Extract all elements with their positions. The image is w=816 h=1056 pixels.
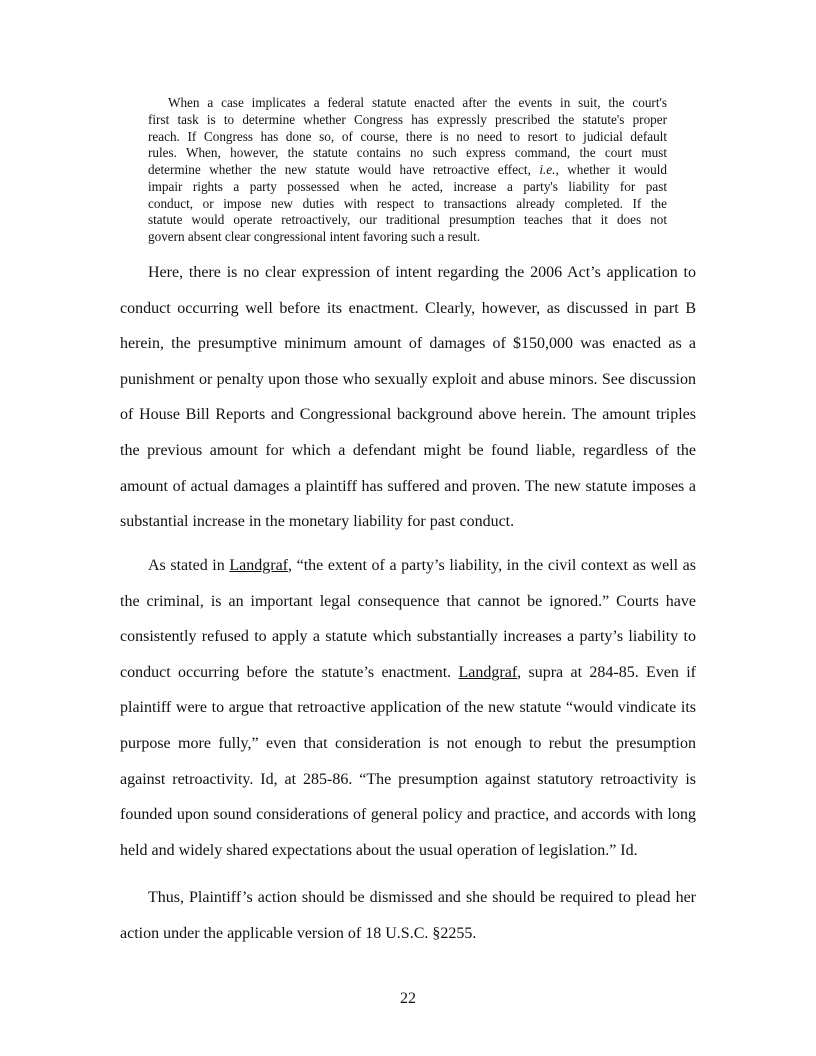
text-line: the criminal, is an important legal consequence that cannot be ignored.” Courts have <box>120 592 696 610</box>
text-segment: conduct occurring before the statute’s enactment. <box>120 663 459 681</box>
text-line: punishment or penalty upon those who sexually exploit and abuse minors. See discussion <box>120 370 696 388</box>
case-citation: Landgraf <box>229 557 288 574</box>
paragraph-2 <box>120 548 696 868</box>
text-line: purpose more fully,” even that consideration is not enough to rebut the presumption <box>120 734 696 752</box>
text-line <box>120 655 696 691</box>
text-segment: , supra at 284-85. Even if <box>517 663 696 681</box>
page-number: 22 <box>400 990 416 1007</box>
text-line: When a case implicates a federal statute enacted after the events in suit, the court's <box>168 95 667 110</box>
paragraph-1 <box>120 255 696 540</box>
text-line: conduct, or impose new duties with respect to transactions already completed. If the <box>148 195 667 211</box>
text-line: first task is to determine whether Congress has expressly prescribed the statute's proper <box>148 111 667 127</box>
text-line: the previous amount for which a defendant might be found liable, regardless of the <box>120 441 696 459</box>
text-line: Thus, Plaintiff’s action should be dismissed and she should be required to plead her <box>148 889 696 906</box>
text-line <box>148 162 667 179</box>
text-line: founded upon sound considerations of general policy and practice, and accords with long <box>120 806 696 824</box>
text-segment: determine whether the new statute would have retroactive effect, <box>148 162 540 177</box>
italic-text: i.e., <box>539 162 559 177</box>
text-segment: whether it would <box>558 162 667 177</box>
text-line: plaintiff were to argue that retroactive application of the new statute “would vindicate its <box>120 699 696 717</box>
text-line: held and widely shared expectations about the usual operation of legislation.” Id. <box>120 841 638 859</box>
text-line: against retroactivity. Id, at 285-86. “The presumption against statutory retroactivity is <box>120 770 696 788</box>
text-line <box>120 548 696 584</box>
text-line: consistently refused to apply a statute which substantially increases a party’s liability to <box>120 628 696 646</box>
text-segment: , “the extent of a party’s liability, in the civil context as well as <box>288 557 696 574</box>
block-quote <box>148 95 667 246</box>
text-line: herein, the presumptive minimum amount of damages of $150,000 was enacted as a <box>120 335 696 353</box>
text-line: substantial increase in the monetary liability for past conduct. <box>120 513 515 531</box>
text-line: action under the applicable version of 18 U.S.C. §2255. <box>120 924 477 942</box>
text-line: impair rights a party possessed when he acted, increase a party's liability for past <box>148 178 667 194</box>
text-line: statute would operate retroactively, our traditional presumption teaches that it does not <box>148 212 667 228</box>
text-line: govern absent clear congressional intent favoring such a result. <box>148 229 481 244</box>
text-line: conduct occurring well before its enactment. Clearly, however, as discussed in part B <box>120 299 696 317</box>
text-line: Here, there is no clear expression of intent regarding the 2006 Act’s application to <box>148 264 696 281</box>
paragraph-3 <box>120 880 696 951</box>
text-line: amount of actual damages a plaintiff has suffered and proven. The new statute imposes a <box>120 477 696 495</box>
text-line: rules. When, however, the statute contains no such express command, the court must <box>148 145 667 161</box>
text-line: reach. If Congress has done so, of course, there is no need to resort to judicial default <box>148 128 667 144</box>
text-line: of House Bill Reports and Congressional background above herein. The amount triples <box>120 406 696 424</box>
text-segment: As stated in <box>148 557 230 574</box>
case-citation: Landgraf <box>458 663 518 681</box>
